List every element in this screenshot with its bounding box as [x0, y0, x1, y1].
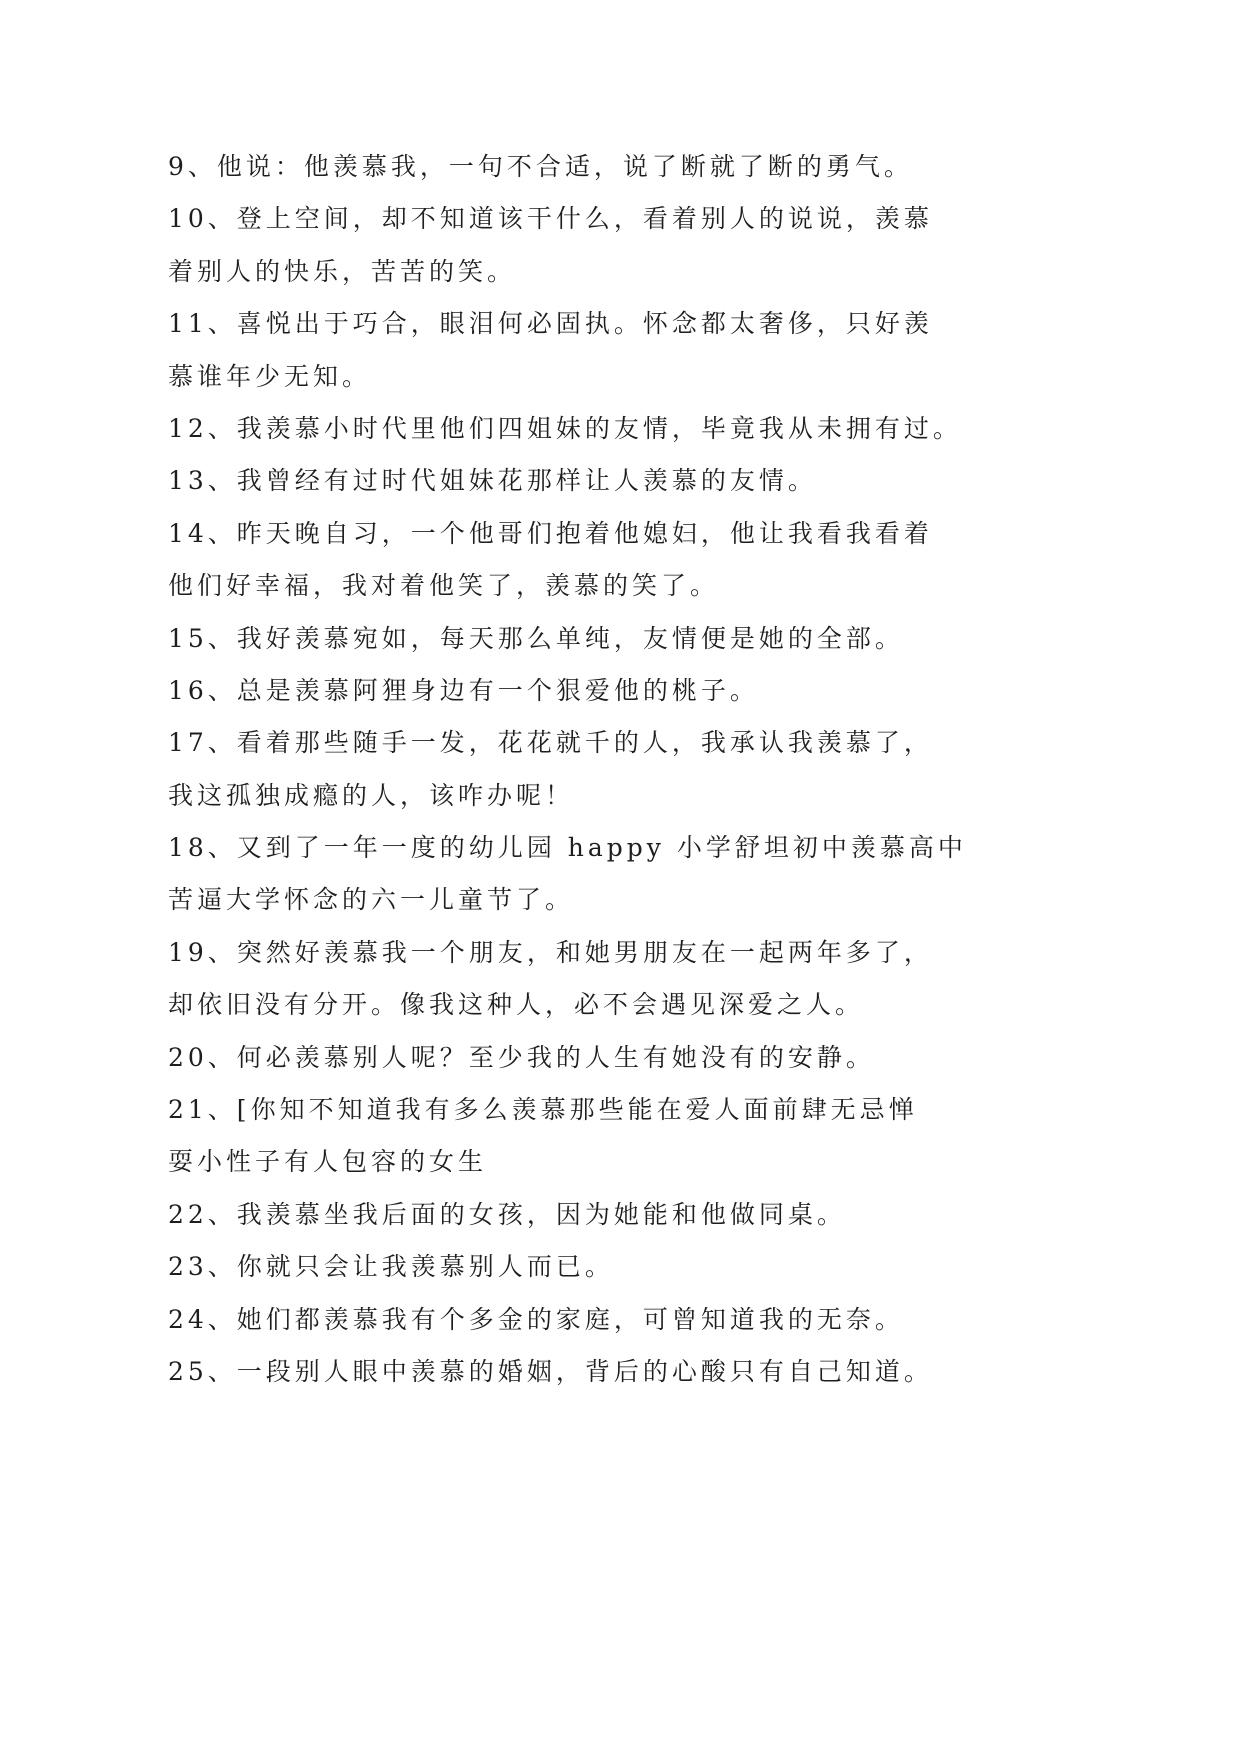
text-line-17: 却依旧没有分开。像我这种人，必不会遇见深爱之人。 — [168, 990, 865, 1020]
text-line-13: 我这孤独成瘾的人，该咋办呢！ — [168, 780, 575, 810]
text-line-22: 23、你就只会让我羡慕别人而已。 — [168, 1252, 614, 1282]
document-body — [168, 141, 1048, 1398]
text-line-20: 耍小性子有人包容的女生 — [168, 1147, 488, 1177]
text-line-3: 着别人的快乐，苦苦的笑。 — [168, 256, 517, 286]
text-line-2: 10、登上空间，却不知道该干什么，看着别人的说说，羡慕 — [168, 204, 933, 234]
text-line-15: 苦逼大学怀念的六一儿童节了。 — [168, 885, 575, 915]
text-line-23: 24、她们都羡慕我有个多金的家庭，可曾知道我的无奈。 — [168, 1304, 904, 1334]
text-line-11: 16、总是羡慕阿狸身边有一个狠爱他的桃子。 — [168, 675, 759, 705]
text-line-18: 20、何必羡慕别人呢？至少我的人生有她没有的安静。 — [168, 1042, 875, 1072]
text-line-5: 慕谁年少无知。 — [168, 361, 372, 391]
text-line-21: 22、我羡慕坐我后面的女孩，因为她能和他做同桌。 — [168, 1199, 846, 1229]
text-line-9: 他们好幸福，我对着他笑了，羡慕的笑了。 — [168, 571, 720, 601]
text-line-14: 18、又到了一年一度的幼儿园 happy 小学舒坦初中羡慕高中 — [168, 833, 967, 863]
text-line-6: 12、我羡慕小时代里他们四姐妹的友情，毕竟我从未拥有过。 — [168, 413, 962, 443]
text-line-1: 9、他说：他羡慕我，一句不合适，说了断就了断的勇气。 — [168, 152, 913, 181]
text-line-24: 25、一段别人眼中羡慕的婚姻，背后的心酸只有自己知道。 — [168, 1356, 933, 1386]
text-line-7: 13、我曾经有过时代姐妹花那样让人羡慕的友情。 — [168, 466, 817, 496]
text-line-10: 15、我好羡慕宛如，每天那么单纯，友情便是她的全部。 — [168, 623, 904, 653]
text-line-8: 14、昨天晚自习，一个他哥们抱着他媳妇，他让我看我看着 — [168, 518, 933, 548]
text-line-4: 11、喜悦出于巧合，眼泪何必固执。怀念都太奢侈，只好羡 — [168, 309, 933, 339]
text-line-12: 17、看着那些随手一发，花花就千的人，我承认我羡慕了， — [168, 728, 933, 758]
text-line-16: 19、突然好羡慕我一个朋友，和她男朋友在一起两年多了， — [168, 937, 933, 967]
text-line-19: 21、[你知不知道我有多么羡慕那些能在爱人面前肆无忌惮 — [168, 1095, 918, 1125]
